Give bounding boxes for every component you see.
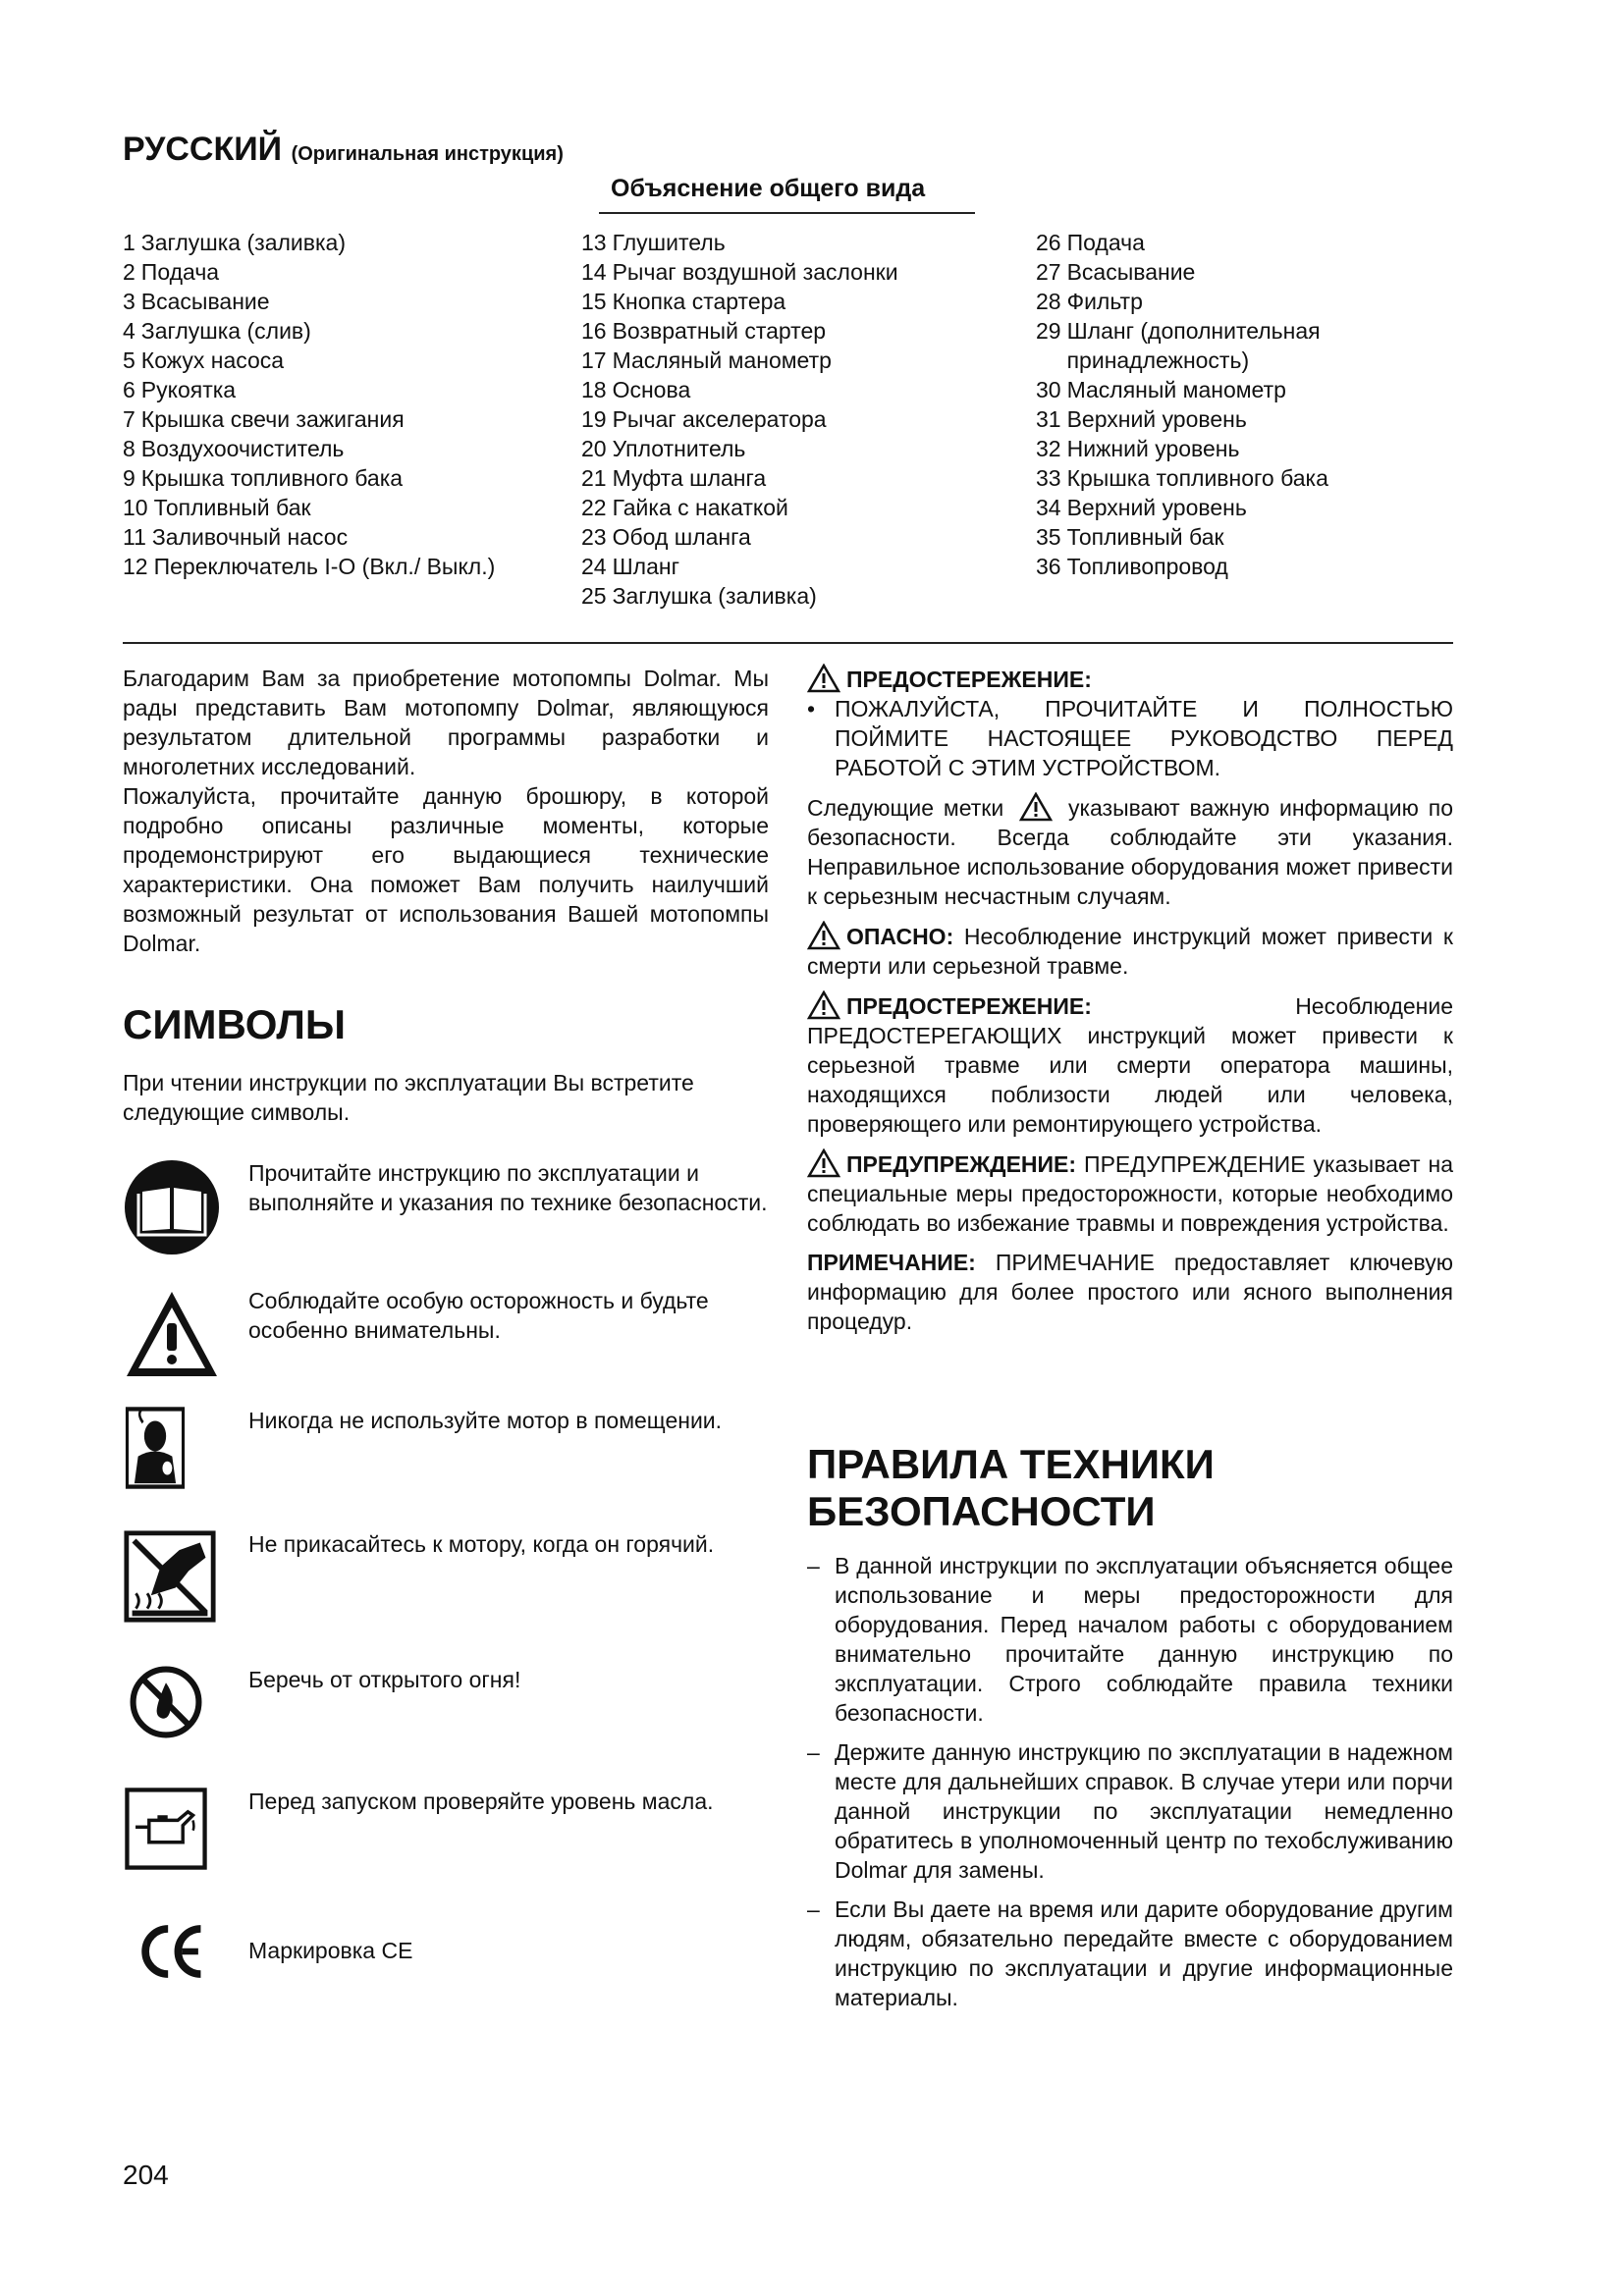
part-item [1036, 316, 1448, 375]
caution-bullet [807, 694, 1453, 782]
part-item [581, 581, 1003, 611]
part-name: Подача [140, 259, 220, 285]
part-item [1036, 287, 1448, 316]
part-name: Воздухоочиститель [140, 436, 345, 461]
intro-paragraph-2: Пожалуйста, прочитайте данную брошюру, в которой подробно описаны различные моменты, которые продемонстрируют его выдающиеся технические характеристики. Она поможет Вам получить наилучший возможный результат от использования Вашей мотопомпы Dolmar. [123, 783, 769, 956]
part-name: Глушитель [612, 230, 726, 255]
hot-surface-icon [123, 1529, 217, 1624]
part-number: 3 [123, 289, 135, 314]
part-item [123, 404, 535, 434]
part-number: 19 [581, 406, 607, 432]
part-name: Рычаг воздушной заслонки [612, 259, 898, 285]
part-item [123, 287, 535, 316]
symbol-text: Соблюдайте особую осторожность и будьте особенно внимательны. [248, 1288, 709, 1343]
part-number: 32 [1036, 436, 1061, 461]
part-name: Муфта шланга [612, 465, 767, 491]
part-name: Всасывание [1066, 259, 1196, 285]
part-name: Шланг [612, 554, 679, 579]
note-label: ПРИМЕЧАНИЕ: [807, 1250, 976, 1275]
warning-triangle-icon [807, 921, 840, 950]
overview-underline [599, 212, 975, 214]
intro-section [123, 664, 769, 958]
part-number: 25 [581, 583, 607, 609]
part-name: Масляный манометр [1066, 377, 1286, 402]
warning-paragraph [807, 990, 1453, 1139]
part-number: 1 [123, 230, 135, 255]
part-number: 28 [1036, 289, 1061, 314]
symbol-text: Не прикасайтесь к мотору, когда он горячий. [248, 1531, 715, 1557]
safety-rule [807, 1895, 1453, 2012]
part-item [123, 434, 535, 463]
overview-title: Объяснение общего вида [611, 175, 926, 202]
part-number: 9 [123, 465, 135, 491]
part-item [123, 463, 535, 493]
part-item [581, 316, 1003, 346]
warnings-section [807, 664, 1453, 1336]
part-name: Топливный бак [1066, 524, 1224, 550]
part-name: Верхний уровень [1066, 406, 1247, 432]
safety-heading: ПРАВИЛА ТЕХНИКИ БЕЗОПАСНОСТИ [807, 1441, 1215, 1534]
part-item [581, 375, 1003, 404]
part-name: Основа [612, 377, 691, 402]
safety-rule-text: Держите данную инструкцию по эксплуатации в надежном месте для дальнейших справок. В случае утери или порчи данной инструкции по эксплуатации немедленно обратитесь в уполномоченный центр по техобслуживанию Dolmar для замены. [835, 1739, 1453, 1883]
part-item [1036, 434, 1448, 463]
caution-heading [807, 664, 1453, 694]
part-item [581, 552, 1003, 581]
part-item [1036, 228, 1448, 257]
notice-paragraph [807, 1148, 1453, 1238]
notice-text: ПРЕДУПРЕЖДЕНИЕ указывает на специальные меры предосторожности, которые необходимо соблюдать во избежание травмы и повреждения устройства. [807, 1151, 1453, 1236]
notice-label: ПРЕДУПРЕЖДЕНИЕ: [846, 1151, 1077, 1177]
part-item [581, 257, 1003, 287]
part-number: 29 [1036, 318, 1061, 344]
part-number: 35 [1036, 524, 1061, 550]
part-name: Топливопровод [1066, 554, 1228, 579]
part-item [581, 463, 1003, 493]
section-divider [123, 642, 1453, 644]
part-name: Крышка свечи зажигания [140, 406, 405, 432]
part-item [1036, 375, 1448, 404]
part-item [1036, 552, 1448, 581]
symbol-row-oil [123, 1787, 761, 1895]
part-item [1036, 404, 1448, 434]
part-number: 27 [1036, 259, 1061, 285]
dash-marker: – [807, 1896, 820, 1922]
parts-list-column-2 [581, 228, 1003, 611]
symbol-row-indoor [123, 1406, 761, 1514]
part-item [123, 552, 535, 581]
part-name: Заглушка (слив) [140, 318, 311, 344]
part-number: 23 [581, 524, 607, 550]
part-name: Кожух насоса [140, 347, 285, 373]
part-item [581, 434, 1003, 463]
part-number: 30 [1036, 377, 1061, 402]
part-number: 4 [123, 318, 135, 344]
part-number: 10 [123, 495, 148, 520]
part-number: 2 [123, 259, 135, 285]
part-number: 26 [1036, 230, 1061, 255]
warning-triangle-icon [1019, 792, 1053, 822]
part-number: 12 [123, 554, 148, 579]
part-name: Нижний уровень [1066, 436, 1240, 461]
part-item [123, 316, 535, 346]
part-number: 15 [581, 289, 607, 314]
part-name: Верхний уровень [1066, 495, 1247, 520]
part-number: 22 [581, 495, 607, 520]
caution-label: ПРЕДОСТЕРЕЖЕНИЕ: [846, 667, 1092, 692]
parts-list-column-1 [123, 228, 535, 581]
danger-paragraph [807, 921, 1453, 981]
note-text: ПРИМЕЧАНИЕ предоставляет ключевую информацию для более простого или ясного выполнения процедур. [807, 1250, 1453, 1334]
part-number: 31 [1036, 406, 1061, 432]
part-item [1036, 463, 1448, 493]
part-name: Подача [1066, 230, 1145, 255]
intro-paragraph-1: Благодарим Вам за приобретение мотопомпы Dolmar. Мы рады представить Вам мотопомпу Dolmar, являющуюся результатом длительной программы разработки и многолетних исследований. [123, 666, 769, 779]
part-name: Заглушка (заливка) [612, 583, 817, 609]
part-item [123, 257, 535, 287]
marks-text-after: указывают важную информацию по безопасности. Всегда соблюдайте эти указания. Неправильное использование оборудования может привести к серьезным несчастным случаям. [807, 795, 1454, 909]
symbol-text: Никогда не используйте мотор в помещении. [248, 1408, 723, 1433]
part-name: Топливный бак [153, 495, 311, 520]
part-name: Заливочный насос [151, 524, 349, 550]
warning-text: Несоблюдение ПРЕДОСТЕРЕГАЮЩИХ инструкций может привести к серьезной травме или смерти оператора машины, находящихся поблизости людей или человека, проверяющего или ремонтирующего устройства. [807, 993, 1453, 1137]
no-open-flame-icon [129, 1665, 203, 1739]
symbol-text: Маркировка CE [248, 1938, 413, 1963]
danger-label: ОПАСНО: [846, 924, 954, 949]
symbol-row-ce [123, 1924, 761, 2032]
part-item [123, 228, 535, 257]
language-subtitle: (Оригинальная инструкция) [291, 143, 564, 165]
part-name: Кнопка стартера [612, 289, 786, 314]
danger-text: Несоблюдение инструкций может привести к смерти или серьезной травме. [807, 924, 1453, 979]
part-number: 11 [123, 524, 146, 550]
part-number: 17 [581, 347, 607, 373]
dash-marker: – [807, 1739, 820, 1765]
symbol-row-hot [123, 1529, 761, 1637]
safety-rules-list [807, 1551, 1453, 2012]
safety-rule-text: Если Вы даете на время или дарите оборудование другим людям, обязательно передайте вместе с оборудованием инструкцию по эксплуатации и другие информационные материалы. [835, 1896, 1453, 2010]
part-name: Обод шланга [612, 524, 751, 550]
page-number: 204 [123, 2160, 169, 2190]
part-number: 33 [1036, 465, 1061, 491]
part-item [581, 404, 1003, 434]
ce-mark-icon [123, 1920, 221, 1983]
symbol-row-flame [123, 1665, 761, 1773]
note-paragraph [807, 1248, 1453, 1336]
symbol-text: Беречь от открытого огня! [248, 1667, 521, 1692]
part-number: 36 [1036, 554, 1061, 579]
part-item [123, 522, 535, 552]
symbols-intro: При чтении инструкции по эксплуатации Вы встретите следующие символы. [123, 1070, 694, 1125]
part-number: 18 [581, 377, 607, 402]
part-number: 13 [581, 230, 607, 255]
part-name: Крышка топливного бака [140, 465, 404, 491]
part-item [581, 287, 1003, 316]
marks-paragraph [807, 792, 1453, 911]
part-item [123, 493, 535, 522]
warning-triangle-icon [123, 1286, 221, 1384]
warning-triangle-icon [807, 664, 840, 693]
part-number: 7 [123, 406, 135, 432]
part-name: Рукоятка [140, 377, 237, 402]
part-name: Уплотнитель [612, 436, 746, 461]
warning-triangle-icon [807, 1148, 840, 1178]
read-manual-icon [123, 1158, 221, 1256]
caution-bullet-text: ПОЖАЛУЙСТА, ПРОЧИТАЙТЕ И ПОЛНОСТЬЮ ПОЙМИТЕ НАСТОЯЩЕЕ РУКОВОДСТВО ПЕРЕД РАБОТОЙ С ЭТИМ УСТРОЙСТВОМ. [835, 696, 1453, 780]
bullet-dot: • [807, 696, 816, 721]
part-number: 6 [123, 377, 135, 402]
symbol-text: Перед запуском проверяйте уровень масла. [248, 1789, 714, 1814]
part-name: Заглушка (заливка) [140, 230, 346, 255]
part-item [581, 346, 1003, 375]
part-name: Возвратный стартер [612, 318, 827, 344]
indoor-exhaust-icon [125, 1406, 186, 1490]
part-number: 8 [123, 436, 135, 461]
part-number: 5 [123, 347, 135, 373]
part-name: Всасывание [140, 289, 270, 314]
part-name: Переключатель I-O (Вкл./ Выкл.) [153, 554, 496, 579]
page-language-header [123, 131, 564, 169]
safety-rule [807, 1737, 1453, 1885]
part-number: 20 [581, 436, 607, 461]
part-item [1036, 522, 1448, 552]
part-item [581, 228, 1003, 257]
part-name: Гайка с накаткой [612, 495, 788, 520]
part-item [1036, 493, 1448, 522]
safety-rule-text: В данной инструкции по эксплуатации объясняется общее использование и меры предосторожности для оборудования. Перед началом работы с оборудованием внимательно прочитайте данную инструкцию по эксплуатации. Строго соблюдайте правила техники безопасности. [835, 1553, 1453, 1726]
part-item [123, 346, 535, 375]
part-item [123, 375, 535, 404]
part-number: 14 [581, 259, 607, 285]
symbol-text: Прочитайте инструкцию по эксплуатации и выполняйте и указания по технике безопасности. [248, 1160, 768, 1215]
language-title: РУССКИЙ [123, 131, 283, 168]
warning-triangle-icon [807, 990, 840, 1020]
safety-rule [807, 1551, 1453, 1728]
part-item [1036, 257, 1448, 287]
oil-can-icon [123, 1787, 209, 1871]
warning-label: ПРЕДОСТЕРЕЖЕНИЕ: [846, 993, 1092, 1019]
part-item [581, 522, 1003, 552]
part-name: Рычаг акселератора [612, 406, 827, 432]
part-name: Крышка топливного бака [1066, 465, 1328, 491]
part-number: 21 [581, 465, 607, 491]
symbol-row-warning [123, 1286, 761, 1394]
marks-text-before: Следующие метки [807, 795, 1004, 821]
part-number: 34 [1036, 495, 1061, 520]
parts-list-column-3 [1036, 228, 1448, 581]
part-number: 16 [581, 318, 607, 344]
part-item [581, 493, 1003, 522]
dash-marker: – [807, 1553, 820, 1578]
part-name: Фильтр [1066, 289, 1143, 314]
part-name: Шланг (дополнительная принадлежность) [1066, 318, 1321, 373]
symbol-row-read-manual [123, 1158, 768, 1266]
part-number: 24 [581, 554, 607, 579]
part-name: Масляный манометр [612, 347, 832, 373]
symbols-heading: СИМВОЛЫ [123, 1001, 347, 1047]
